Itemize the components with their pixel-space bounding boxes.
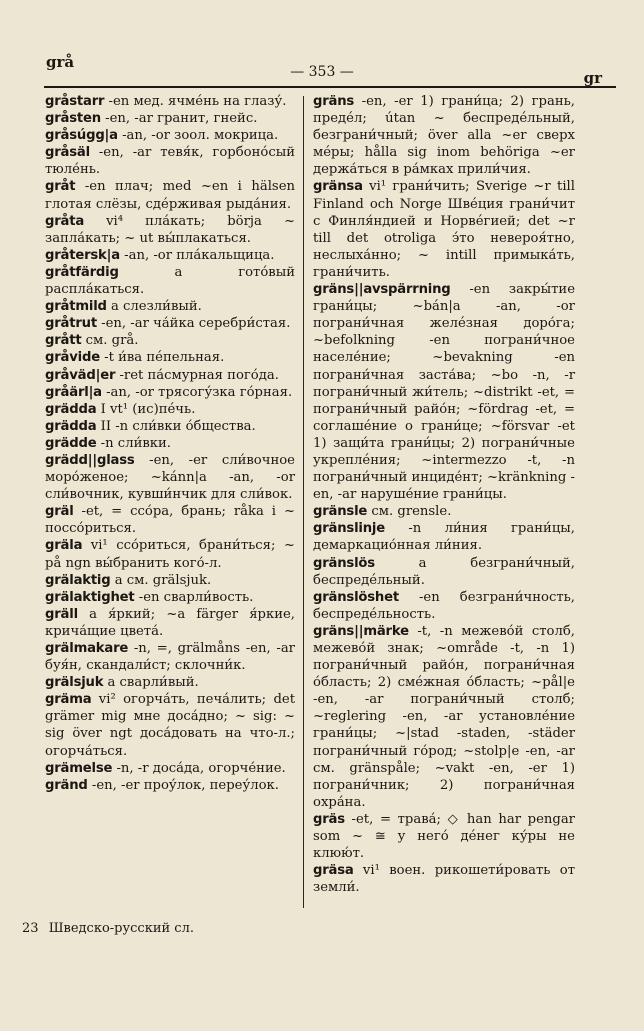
- entry-definition: -en плач; med ~en i hälsen глотая слёзы, сдéрживая рыда́ния.: [45, 179, 295, 212]
- entry-definition: см. grå.: [81, 333, 139, 349]
- entry-definition: II -n сли́вки о́бщества.: [96, 418, 256, 434]
- entry-headword: gräsa: [313, 863, 354, 879]
- entry-definition: a сварли́вый.: [103, 675, 199, 691]
- entry-definition: -et, = ссо́ра, брань; råka i ~ поссо́риться.: [45, 504, 295, 537]
- entry-headword: gråt: [45, 179, 76, 195]
- entry-definition: см. grensle.: [367, 504, 452, 520]
- entry-definition: -n сли́вки.: [96, 435, 172, 451]
- entry-definition: a см. grälsjuk.: [110, 572, 212, 588]
- entry-definition: vi¹ грани́чить; Sverige ~r till Finland och Norge Швéция грани́чит с Финля́ндией и Норвéгией; det ~r till det otroliga э́то невероя́тно, неслыха́нно; ~ intill примыка́ть, грани́чить.: [313, 179, 575, 280]
- entry-headword: grälaktig: [45, 572, 111, 588]
- entry-definition: vi² огорча́ть, печа́лить; det grämer mig мне доса́дно; ~ sig: ~ sig över ngt доса́довать на что-л.; огорча́ться.: [45, 692, 295, 759]
- entry-definition: a я́ркий; ~a färger я́ркие, крича́щие цвета́.: [45, 606, 295, 639]
- entry-headword: gränsa: [313, 179, 363, 195]
- entry-headword: grämelse: [45, 760, 113, 776]
- entry-definition: a слезли́вый.: [106, 299, 202, 315]
- entry-definition: -et, = трава́; ◇ han har pengar som ~ ≅ у него́ дéнег ку́ры не клюю́т.: [313, 811, 575, 862]
- right-column: [313, 93, 575, 896]
- entry-headword: gråsäl: [45, 145, 90, 161]
- entry-definition: -en, -ar ча́йка серебри́стая.: [96, 316, 291, 332]
- entry-definition: -en закры́тие грани́цы; ~bán|a -an, -or пограни́чная желéзная доро́га; ~befolkning -en пограни́чное населе́ние; ~bevakning -en пограни́чная заста́ва; ~bo -n, -r пограни́чный жи́тель; ~distrikt -et, = пограни́чный райо́н; ~fördrag -et, = соглашéние о грани́це; ~försvar -et 1) защи́та грани́цы; 2) пограни́чные укреплéния; ~intermezzo -t, -n пограни́чный инциде́нт; ~kränkning -en, -ar наруше́ние грани́цы.: [313, 282, 575, 503]
- entry-headword: gråärl|a: [45, 384, 102, 400]
- dictionary-entry: [45, 384, 295, 401]
- entry-definition: vi¹ воен. рикошети́ровать от земли́.: [313, 863, 575, 896]
- dictionary-entry: [45, 264, 295, 298]
- dictionary-entry: [45, 777, 295, 794]
- entry-definition: -t и́ва пéпельная.: [99, 350, 225, 366]
- dictionary-entry: [45, 127, 295, 144]
- entry-definition: -en, -ar гранит, гнейс.: [100, 111, 258, 127]
- dictionary-entry: [45, 367, 295, 384]
- dictionary-entry: [313, 862, 575, 896]
- dictionary-entry: [45, 178, 295, 212]
- entry-headword: gräns: [313, 94, 355, 109]
- dictionary-entry: [313, 503, 575, 520]
- dictionary-entry: [45, 537, 295, 571]
- dictionary-entry: [313, 811, 575, 862]
- entry-headword: gråväd|er: [45, 367, 116, 383]
- entry-headword: gråta: [45, 213, 85, 229]
- entry-definition: -en, -er 1) грани́ца; 2) грань, предéл; útan ~ беспредéльный, безграни́чный; över alla ~er сверх мéры; hålla sig inom behöriga ~er держа́ться в ра́мках прили́чия.: [313, 94, 575, 178]
- dictionary-entry: [313, 93, 575, 178]
- page-number: — 353 —: [290, 64, 354, 80]
- signature-title: Шведско-русский сл.: [48, 921, 194, 936]
- dictionary-entry: [313, 623, 575, 811]
- entry-headword: gränslös: [313, 555, 375, 571]
- entry-headword: grälmakare: [45, 641, 129, 656]
- entry-definition: -n, -r доса́да, огорче́ние.: [112, 760, 286, 776]
- dictionary-entry: [313, 555, 575, 589]
- column-divider: [303, 96, 304, 908]
- entry-headword: gråvide: [45, 350, 100, 366]
- entry-headword: gräns||avspärrning: [313, 282, 451, 298]
- entry-headword: grått: [45, 333, 82, 349]
- entry-headword: gränsle: [313, 504, 368, 520]
- entry-headword: gräl: [45, 504, 74, 520]
- dictionary-entry: [45, 503, 295, 537]
- entry-definition: -an, -or зоол. мокрица.: [117, 128, 279, 144]
- entry-headword: gräns||märke: [313, 623, 409, 639]
- entry-definition: -en, -er проу́лок, переу́лок.: [87, 777, 279, 793]
- dictionary-entry: [45, 110, 295, 127]
- right-guideword: gr: [583, 69, 602, 87]
- dictionary-entry: [45, 93, 295, 110]
- entry-headword: gränslöshet: [313, 589, 399, 605]
- entry-headword: gräll: [45, 606, 78, 622]
- dictionary-entry: [313, 178, 575, 281]
- dictionary-entry: [45, 401, 295, 418]
- left-guideword: grå: [46, 53, 75, 71]
- entry-headword: grädda: [45, 401, 97, 417]
- entry-headword: grädda: [45, 418, 97, 434]
- signature-number: 23: [22, 921, 39, 936]
- entry-headword: gråsten: [45, 111, 101, 127]
- signature-footer: [22, 921, 194, 937]
- entry-headword: gråsúgg|a: [45, 128, 118, 144]
- dictionary-entry: [45, 213, 295, 247]
- dictionary-entry: [45, 452, 295, 503]
- entry-definition: -ret па́смурная пого́да.: [115, 367, 279, 383]
- dictionary-entry: [45, 760, 295, 777]
- entry-definition: I vt¹ (ис)пéчь.: [96, 401, 196, 417]
- entry-headword: gråtmild: [45, 299, 107, 315]
- dictionary-entry: [313, 520, 575, 554]
- dictionary-entry: [45, 144, 295, 178]
- entry-headword: gräla: [45, 538, 83, 554]
- entry-headword: gränd: [45, 777, 88, 793]
- entry-definition: -t, -n межево́й столб, межево́й знак; ~område -t, -n 1) пограни́чный райо́н, пограни́чная о́бласть; 2) смéжная о́бласть; ~pål|e -en, -ar пограни́чный столб; ~reglering -en, -ar установле́ние грани́цы; ~|stad -staden, -städer пограни́чный го́род; ~stolp|e -en, -ar см. gränspåle; ~vakt -en, -er 1) пограни́чник; 2) пограни́чная охра́на.: [313, 623, 575, 810]
- entry-headword: gråstarr: [45, 94, 105, 109]
- entry-definition: -an, -or трясогу́зка го́рная.: [101, 384, 293, 400]
- entry-definition: -en безграни́чность, беспредéльность.: [313, 589, 575, 622]
- entry-headword: gråtrut: [45, 316, 97, 332]
- dictionary-entry: [45, 691, 295, 759]
- entry-headword: gråtfärdig: [45, 264, 119, 280]
- dictionary-entry: [313, 589, 575, 623]
- dictionary-entry: [45, 606, 295, 640]
- entry-definition: -en, -er сли́вочное моро́женое; ~kánn|a -an, -or сли́вочник, кувши́нчик для сли́вок.: [45, 452, 295, 503]
- dictionary-entry: [45, 332, 295, 349]
- entry-headword: grädde: [45, 435, 97, 451]
- dictionary-entry: [45, 247, 295, 264]
- entry-definition: -n, =, grälmåns -en, -ar буя́н, скандали́ст; склочни́к.: [45, 641, 295, 674]
- entry-definition: a безграни́чный, беспредéльный.: [313, 555, 575, 588]
- entry-headword: grälsjuk: [45, 675, 104, 691]
- entry-definition: -n ли́ния грани́цы, демаркацио́нная ли́ния.: [313, 521, 575, 554]
- dictionary-entry: [45, 435, 295, 452]
- entry-headword: grälaktighet: [45, 589, 135, 605]
- entry-definition: -an, -or пла́кальщица.: [119, 247, 275, 263]
- entry-definition: -en мед. ячмéнь на глазу́.: [104, 94, 287, 109]
- entry-headword: gräs: [313, 811, 345, 827]
- dictionary-entry: [45, 349, 295, 366]
- dictionary-entry: [45, 674, 295, 691]
- entry-definition: -en, -ar тевя́к, горбоно́сый тюле́нь.: [45, 145, 295, 178]
- dictionary-entry: [45, 572, 295, 589]
- entry-headword: grädd||glass: [45, 452, 135, 468]
- dictionary-entry: [45, 315, 295, 332]
- entry-definition: vi¹ ссо́риться, брани́ться; ~ på ngn вы́бранить кого́-л.: [45, 538, 295, 571]
- dictionary-entry: [45, 418, 295, 435]
- header-rule: [44, 86, 616, 88]
- left-column: [45, 93, 295, 794]
- entry-definition: vi⁴ пла́кать; börja ~ запла́кать; ~ ut вы́плакаться.: [45, 213, 295, 246]
- entry-headword: gränslinje: [313, 521, 385, 537]
- dictionary-entry: [45, 589, 295, 606]
- dictionary-entry: [45, 640, 295, 674]
- entry-definition: a гото́вый распла́каться.: [45, 264, 295, 298]
- entry-headword: gräma: [45, 692, 92, 708]
- dictionary-entry: [45, 298, 295, 315]
- entry-headword: gråtersk|a: [45, 247, 120, 263]
- entry-definition: -en сварли́вость.: [134, 589, 254, 605]
- dictionary-entry: [313, 281, 575, 503]
